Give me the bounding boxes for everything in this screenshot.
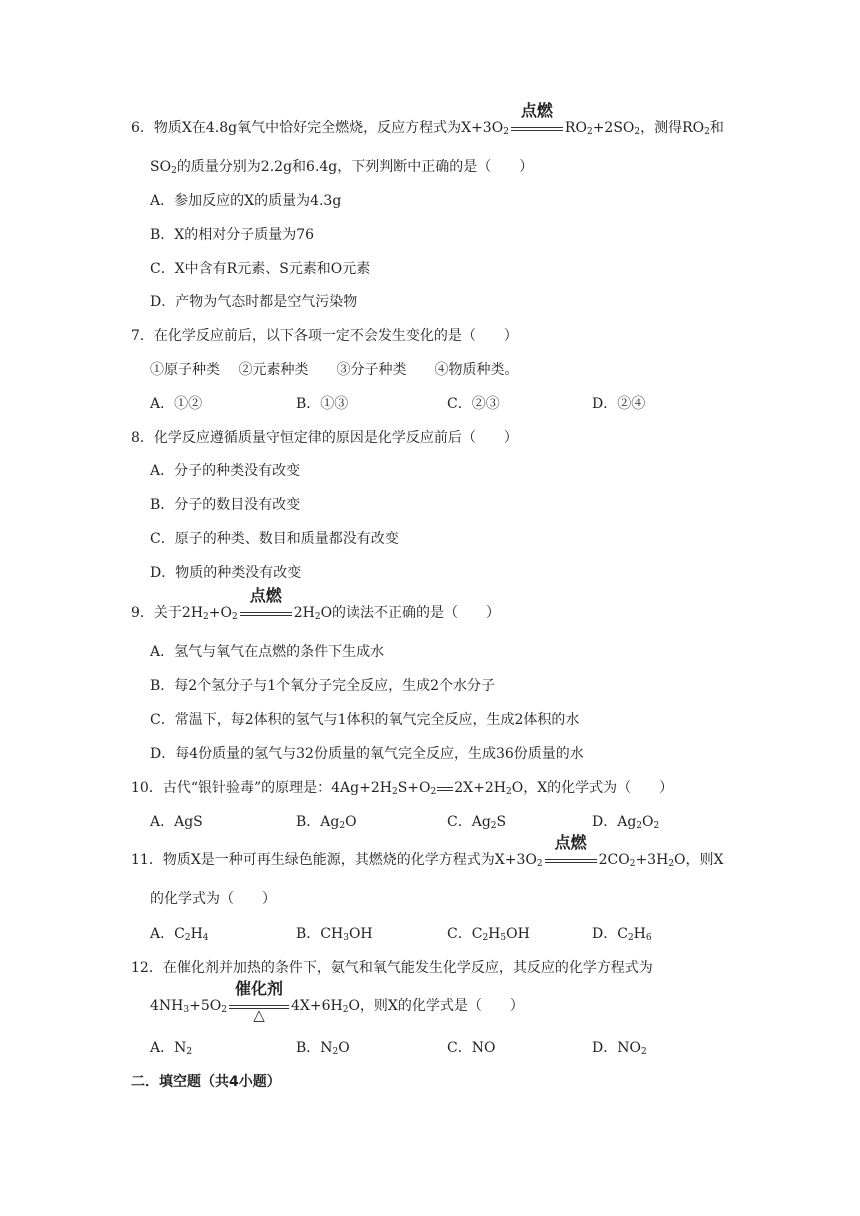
q7-stem: 7．在化学反应前后，以下各项一定不会发生变化的是（ ） (131, 328, 518, 344)
q6-option-b: B．X的相对分子质量为76 (150, 227, 315, 243)
q7-items: ①原子种类 ②元素种类 ③分子种类 ④物质种类。 (150, 362, 519, 378)
q9-text: 9．关于2H (131, 605, 204, 621)
q11-option-c (447, 924, 530, 944)
q12-option-a (150, 1038, 192, 1058)
subscript: 2 (332, 1047, 339, 1057)
option-text: O (338, 1040, 350, 1056)
option-text: B．N (296, 1040, 333, 1056)
equals-sign (436, 778, 454, 798)
q6-text: RO (564, 120, 587, 136)
q9-stem: 9．关于$2H_2+O_2$ 点燃 $2H_2O$的读法不正确的是（ ） (131, 586, 501, 622)
section-heading: 二．填空题（共4小题） (131, 1074, 281, 1090)
q11-text: 11．物质X是一种可再生绿色能源，其燃烧的化学方程式为X+3O (131, 852, 537, 868)
reaction-condition (509, 101, 565, 138)
q9-option-c: C．常温下，每2体积的氢气与1体积的氧气完全反应，生成2体积的水 (150, 712, 580, 728)
q10-text: S+O (397, 780, 431, 796)
q6-text: +2SO (592, 120, 635, 136)
option-text: H (488, 926, 501, 942)
heat-symbol: △ (253, 1006, 265, 1024)
option-text: D．NO (592, 1040, 641, 1056)
catalyst-label: 催化剂 (234, 979, 283, 998)
option-text: D．Ag (592, 814, 637, 830)
q9-option-d: D．每4份质量的氢气与32份质量的氧气完全反应，生成36份质量的水 (150, 746, 584, 762)
q12-text: +5O (189, 998, 222, 1014)
option-text: D．C (592, 926, 628, 942)
q6-option-a: A．参加反应的X的质量为4.3g (150, 193, 342, 209)
q11-stem-line2: 的化学式为（ ） (150, 891, 276, 907)
q10-stem: 10．古代“银针验毒”的原理是：$4Ag+2H_2S+O_2$ $2X+2H_2O$，X的化学式为（ ） (131, 780, 674, 797)
q7-option-a: A．①② (150, 396, 203, 412)
option-text: OH (348, 926, 373, 942)
reaction-condition (543, 833, 599, 870)
q10-option-c (447, 812, 506, 832)
q12-text: 4X+6H (290, 998, 343, 1014)
q11-text: +3H (635, 852, 669, 868)
q6-text: SO (150, 159, 172, 175)
option-text: A．AgS (150, 814, 203, 830)
option-text: OH (506, 926, 530, 942)
q12-option-b (296, 1038, 350, 1058)
q10-option-d (592, 812, 659, 832)
subscript: 2 (184, 933, 191, 943)
q11-option-a (150, 924, 209, 944)
q9-option-b: B．每2个氢分子与1个氧分子完全反应，生成2个水分子 (150, 678, 496, 694)
q6-option-c: C．X中含有R元素、S元素和O元素 (150, 261, 371, 277)
option-text: H (633, 926, 646, 942)
q6-text: ，测得RO (640, 120, 705, 136)
subscript: 2 (482, 933, 489, 943)
option-text: B．CH (296, 926, 344, 942)
subscript: 4 (202, 933, 209, 943)
q9-text: +O (208, 605, 232, 621)
q12-option-d (592, 1038, 647, 1058)
q6-text: 6．物质X在4.8g氧气中恰好完全燃烧，反应方程式为X+3O (131, 120, 504, 136)
subscript: 5 (500, 933, 507, 943)
q11-option-d (592, 924, 652, 944)
q12-stem: 12．在催化剂并加热的条件下，氨气和氧气能发生化学反应，其反应的化学方程式为 (131, 960, 653, 976)
option-text: O (642, 814, 654, 830)
subscript: 2 (653, 821, 660, 831)
q12-option-c (447, 1038, 495, 1058)
q6-text: 和 (709, 120, 724, 136)
q8-option-d: D．物质的种类没有改变 (150, 565, 302, 581)
q8-option-a: A．分子的种类没有改变 (150, 463, 301, 479)
q8-option-b: B．分子的数目没有改变 (150, 497, 301, 513)
q8-option-c: C．原子的种类、数目和质量都没有改变 (150, 531, 399, 547)
q9-text: 2H (293, 605, 315, 621)
q7-option-c: C．②③ (447, 396, 500, 412)
option-text: H (190, 926, 203, 942)
subscript: 3 (343, 933, 349, 943)
subscript: 2 (339, 821, 346, 831)
reaction-condition (238, 586, 294, 623)
option-text: O (345, 814, 357, 830)
q7-option-b: B．①③ (296, 396, 349, 412)
q10-option-a (150, 812, 203, 832)
q9-option-a: A．氢气与氧气在点燃的条件下生成水 (150, 644, 385, 660)
q6-stem-line1: 6．物质X在4.8g氧气中恰好完全燃烧，反应方程式为$X+3O_2$ 点燃 $RO_2+2SO_2$，测得$RO_2$和 (131, 101, 724, 137)
reaction-condition (227, 979, 291, 1024)
q10-option-b (296, 812, 357, 832)
subscript: 2 (627, 933, 634, 943)
option-text: A．C (150, 926, 185, 942)
condition-label: 点燃 (249, 586, 282, 605)
condition-label: 点燃 (520, 101, 553, 120)
q7-option-d: D．②④ (592, 396, 646, 412)
subscript: 2 (640, 1047, 647, 1057)
q10-text: 2X+2H (454, 780, 506, 796)
q6-text: 的质量分别为2.2g和6.4g，下列判断中正确的是（ ） (176, 159, 534, 175)
q9-text: O的读法不正确的是（ ） (320, 605, 501, 621)
subscript: 2 (490, 821, 497, 831)
subscript: 2 (186, 1047, 193, 1057)
condition-label: 点燃 (554, 833, 587, 852)
q10-text: O，X的化学式为（ ） (511, 780, 674, 796)
q11-stem-line1: 11．物质X是一种可再生绿色能源，其燃烧的化学方程式为$X+3O_2$ 点燃 $2CO_2+3H_2O$，则X (131, 833, 724, 869)
subscript: 2 (636, 821, 643, 831)
q10-text: 10．古代“银针验毒”的原理是：4Ag+2H (131, 780, 392, 796)
option-text: C．NO (447, 1040, 496, 1056)
q11-text: 2CO (598, 852, 630, 868)
q12-equation: $4NH_3+5O_2$ 催化剂 △ $4X+6H_2O$，则X的化学式是（ ） (150, 979, 524, 1024)
q11-text: O，则X (674, 852, 724, 868)
q12-text: 4NH (150, 998, 184, 1014)
q8-stem: 8．化学反应遵循质量守恒定律的原因是化学反应前后（ ） (131, 430, 518, 446)
option-text: C．C (447, 926, 483, 942)
option-text: B．Ag (296, 814, 340, 830)
option-text: A．N (150, 1040, 187, 1056)
q6-option-d: D．产物为气态时都是空气污染物 (150, 294, 358, 310)
option-text: S (496, 814, 507, 830)
option-text: C．Ag (447, 814, 491, 830)
subscript: 6 (645, 933, 652, 943)
q6-stem-line2: $SO_2$的质量分别为2.2g和6.4g，下列判断中正确的是（ ） (150, 159, 534, 176)
q11-option-b (296, 924, 373, 944)
q12-text: O，则X的化学式是（ ） (348, 998, 524, 1014)
